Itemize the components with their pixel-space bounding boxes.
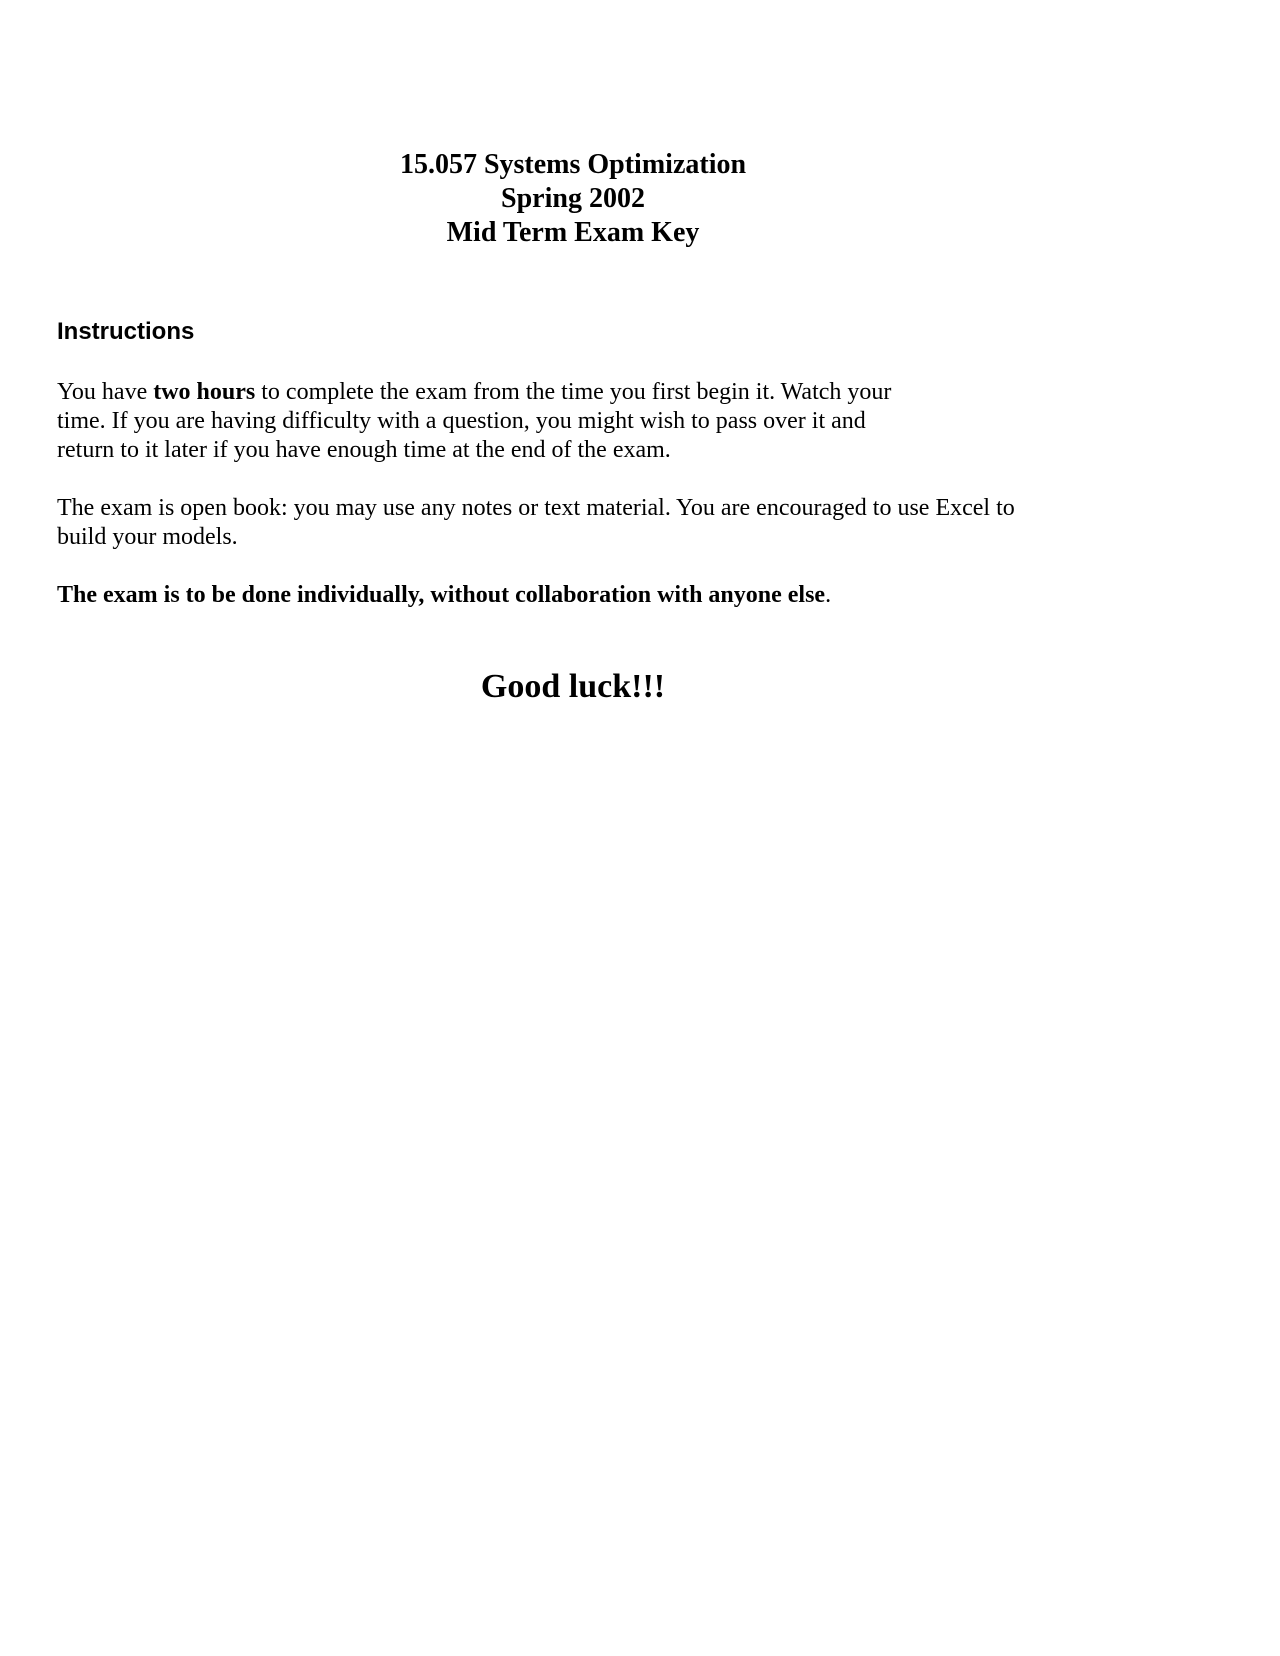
title-block <box>0 148 1146 250</box>
open-book-line-1: The exam is open book: you may use any notes or text material. You are encouraged to use Excel to <box>57 495 1015 521</box>
open-book-line-2: build your models. <box>57 524 238 550</box>
time-paragraph-line-1 <box>57 378 1097 407</box>
time-paragraph-rest: to complete the exam from the time you first begin it. Watch your <box>255 379 892 405</box>
time-paragraph-line-2: time. If you are having difficulty with a question, you might wish to pass over it and <box>57 408 866 434</box>
exam-title: Mid Term Exam Key <box>446 217 700 248</box>
individual-work-paragraph <box>57 581 1097 610</box>
course-title: 15.057 Systems Optimization <box>399 149 747 180</box>
time-paragraph-pre: You have <box>57 379 154 405</box>
good-luck-message: Good luck!!! <box>480 668 666 705</box>
time-paragraph-line-3: return to it later if you have enough time at the end of the exam. <box>57 437 671 463</box>
time-paragraph <box>57 378 1097 465</box>
individual-work-period: . <box>825 582 832 608</box>
individual-work-line <box>57 581 1097 610</box>
time-limit-emphasis: two hours <box>153 379 256 405</box>
term-title: Spring 2002 <box>501 183 645 214</box>
instructions-heading: Instructions <box>57 318 195 345</box>
open-book-paragraph <box>57 494 1097 552</box>
individual-work-emphasis: The exam is to be done individually, without collaboration with anyone else <box>57 582 826 608</box>
